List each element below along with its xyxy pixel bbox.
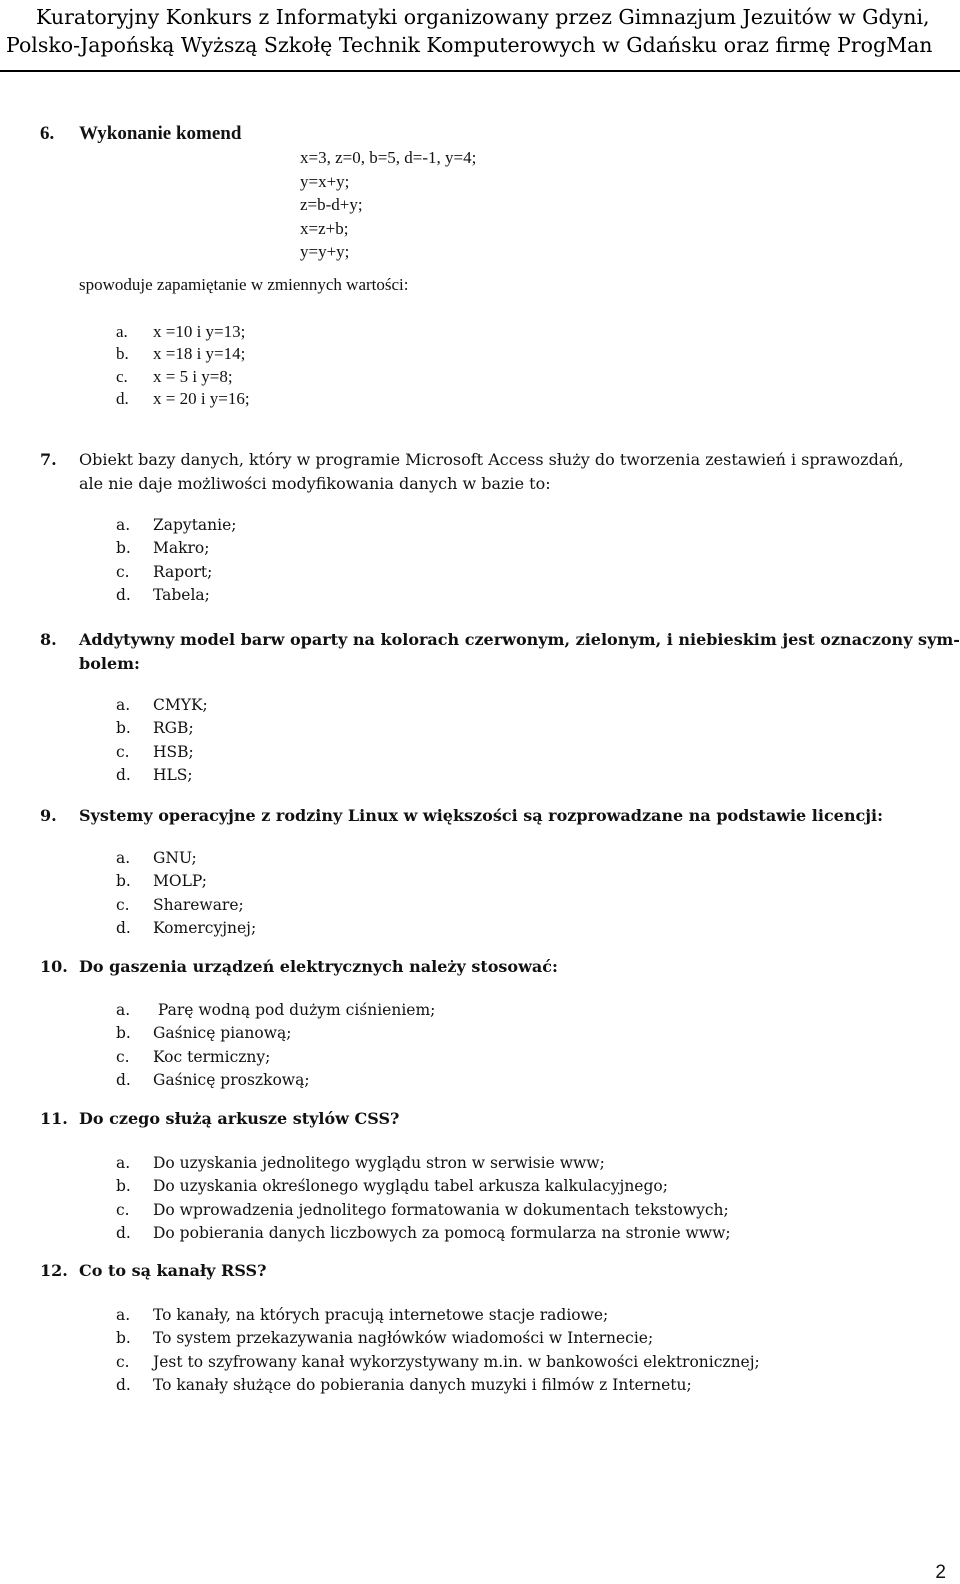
answer-option[interactable] (116, 561, 237, 584)
option-text: Tabela; (153, 585, 210, 604)
header-line-1: Kuratoryjny Konkurs z Informatyki organizowany przez Gimnazjum Jezuitów w Gdyni, (36, 5, 930, 29)
answer-option[interactable] (116, 343, 250, 365)
option-text: Komercyjnej; (153, 918, 257, 937)
option-text: x =18 i y=14; (153, 344, 246, 364)
option-text: x = 20 i y=16; (153, 388, 250, 408)
answer-option[interactable] (116, 764, 208, 787)
option-text: Makro; (153, 539, 210, 558)
answer-option[interactable] (116, 1327, 760, 1350)
option-letter: d. (116, 1223, 131, 1242)
code-line: x=z+b; (300, 218, 349, 238)
code-block (300, 146, 476, 264)
option-letter: d. (116, 1375, 131, 1394)
option-text: Zapytanie; (153, 516, 237, 534)
option-text: Do uzyskania jednolitego wyglądu stron w serwisie www; (153, 1154, 605, 1172)
option-text: x =10 i y=13; (153, 322, 246, 341)
code-line: y=y+y; (300, 242, 350, 261)
option-text: Gaśnicę pianową; (153, 1024, 292, 1043)
question-text: Wykonanie komend (79, 123, 242, 144)
question-number: 6. (40, 123, 55, 144)
answer-options (116, 1304, 760, 1397)
question-text-cont: ale nie daje możliwości modyfikowania danych w bazie to: (79, 474, 551, 493)
option-letter: a. (116, 1154, 131, 1172)
option-letter: a. (116, 1306, 131, 1324)
header-line-2: Polsko-Japońską Wyższą Szkołę Technik Komputerowych w Gdańsku oraz firmę ProgMan (6, 33, 933, 57)
answer-option[interactable] (116, 537, 237, 560)
answer-option[interactable] (116, 1374, 760, 1397)
answer-option[interactable] (116, 717, 208, 740)
option-text: Koc termiczny; (153, 1047, 271, 1066)
question-number: 8. (40, 630, 57, 649)
option-letter: a. (116, 1001, 131, 1019)
answer-option[interactable] (116, 999, 435, 1022)
option-text: x = 5 i y=8; (153, 366, 233, 386)
question-number: 7. (40, 450, 57, 469)
option-text: Gaśnicę proszkową; (153, 1070, 310, 1089)
question-number: 9. (40, 806, 57, 825)
question-text: Addytywny model barw oparty na kolorach czerwonym, zielonym, i niebieskim jest oznaczony sym- (79, 630, 960, 649)
option-text: Shareware; (153, 895, 244, 914)
option-letter: d. (116, 918, 131, 937)
answer-option[interactable] (116, 917, 256, 940)
option-letter: d. (116, 388, 129, 408)
answer-option[interactable] (116, 514, 237, 537)
option-letter: c. (116, 1047, 130, 1066)
option-letter: b. (116, 719, 131, 738)
question-text: Do gaszenia urządzeń elektrycznych należy stosować: (79, 957, 558, 976)
answer-option[interactable] (116, 1175, 731, 1198)
answer-option[interactable] (116, 847, 256, 870)
option-text: GNU; (153, 849, 197, 867)
question-text: Co to są kanały RSS? (79, 1261, 267, 1280)
option-text: HLS; (153, 765, 193, 784)
option-letter: a. (116, 516, 131, 534)
option-text: Do uzyskania określonego wyglądu tabel arkusza kalkulacyjnego; (153, 1177, 668, 1196)
question-text: Do czego służą arkusze stylów CSS? (79, 1109, 400, 1128)
option-letter: c. (116, 1352, 130, 1371)
question-number: 11. (40, 1109, 68, 1128)
option-text: RGB; (153, 719, 194, 738)
answer-options (116, 694, 208, 787)
answer-option[interactable] (116, 694, 208, 717)
option-letter: d. (116, 765, 131, 784)
option-letter: c. (116, 895, 130, 914)
code-line: y=x+y; (300, 171, 350, 191)
option-letter: c. (116, 562, 130, 581)
answer-option[interactable] (116, 741, 208, 764)
answer-option[interactable] (116, 584, 237, 607)
answer-options (116, 999, 435, 1092)
option-letter: b. (116, 1177, 131, 1196)
answer-option[interactable] (116, 1046, 435, 1069)
answer-option[interactable] (116, 1152, 731, 1175)
answer-option[interactable] (116, 870, 256, 893)
option-letter: c. (116, 366, 128, 386)
page-number: 2 (935, 1562, 946, 1583)
answer-option[interactable] (116, 1222, 731, 1245)
option-letter: a. (116, 849, 131, 867)
option-text: MOLP; (153, 872, 207, 891)
option-text: Raport; (153, 562, 213, 581)
option-text: Do pobierania danych liczbowych za pomocą formularza na stronie www; (153, 1223, 731, 1242)
answer-options (116, 1152, 731, 1245)
option-text: Parę wodną pod dużym ciśnieniem; (153, 1001, 436, 1019)
answer-option[interactable] (116, 1304, 760, 1327)
option-letter: b. (116, 344, 129, 364)
question-text: Systemy operacyjne z rodziny Linux w większości są rozprowadzane na podstawie licencji: (79, 806, 884, 825)
option-letter: b. (116, 1024, 131, 1043)
answer-option[interactable] (116, 1022, 435, 1045)
code-line: x=3, z=0, b=5, d=-1, y=4; (300, 148, 477, 167)
code-line: z=b-d+y; (300, 195, 363, 214)
question-intro: spowoduje zapamiętanie w zmiennych wartości: (79, 275, 409, 294)
question-number: 10. (40, 957, 68, 976)
answer-options (116, 321, 250, 410)
option-text: To system przekazywania nagłówków wiadomości w Internecie; (153, 1329, 654, 1348)
option-text: HSB; (153, 742, 194, 761)
answer-option[interactable] (116, 366, 250, 388)
option-text: Do wprowadzenia jednolitego formatowania w dokumentach tekstowych; (153, 1200, 729, 1219)
answer-options (116, 847, 256, 940)
question-text-cont: bolem: (79, 654, 140, 673)
option-letter: a. (116, 696, 131, 714)
option-letter: a. (116, 322, 128, 341)
option-letter: b. (116, 1329, 131, 1348)
answer-option[interactable] (116, 388, 250, 410)
question-number: 12. (40, 1261, 68, 1280)
answer-option[interactable] (116, 1199, 731, 1222)
answer-option[interactable] (116, 1069, 435, 1092)
answer-option[interactable] (116, 894, 256, 917)
answer-option[interactable] (116, 1351, 760, 1374)
option-text: Jest to szyfrowany kanał wykorzystywany m.in. w bankowości elektronicznej; (153, 1352, 760, 1371)
question-text: Obiekt bazy danych, który w programie Microsoft Access służy do tworzenia zestawień i sprawozdań, (79, 450, 904, 469)
option-letter: c. (116, 742, 130, 761)
option-text: To kanały, na których pracują internetowe stacje radiowe; (153, 1306, 609, 1324)
option-text: CMYK; (153, 696, 208, 714)
answer-option[interactable] (116, 321, 250, 343)
option-letter: b. (116, 539, 131, 558)
option-letter: d. (116, 585, 131, 604)
answer-options (116, 514, 237, 607)
option-letter: b. (116, 872, 131, 891)
option-text: To kanały służące do pobierania danych muzyki i filmów z Internetu; (153, 1375, 692, 1394)
page-header (0, 0, 960, 72)
option-letter: c. (116, 1200, 130, 1219)
option-letter: d. (116, 1070, 131, 1089)
